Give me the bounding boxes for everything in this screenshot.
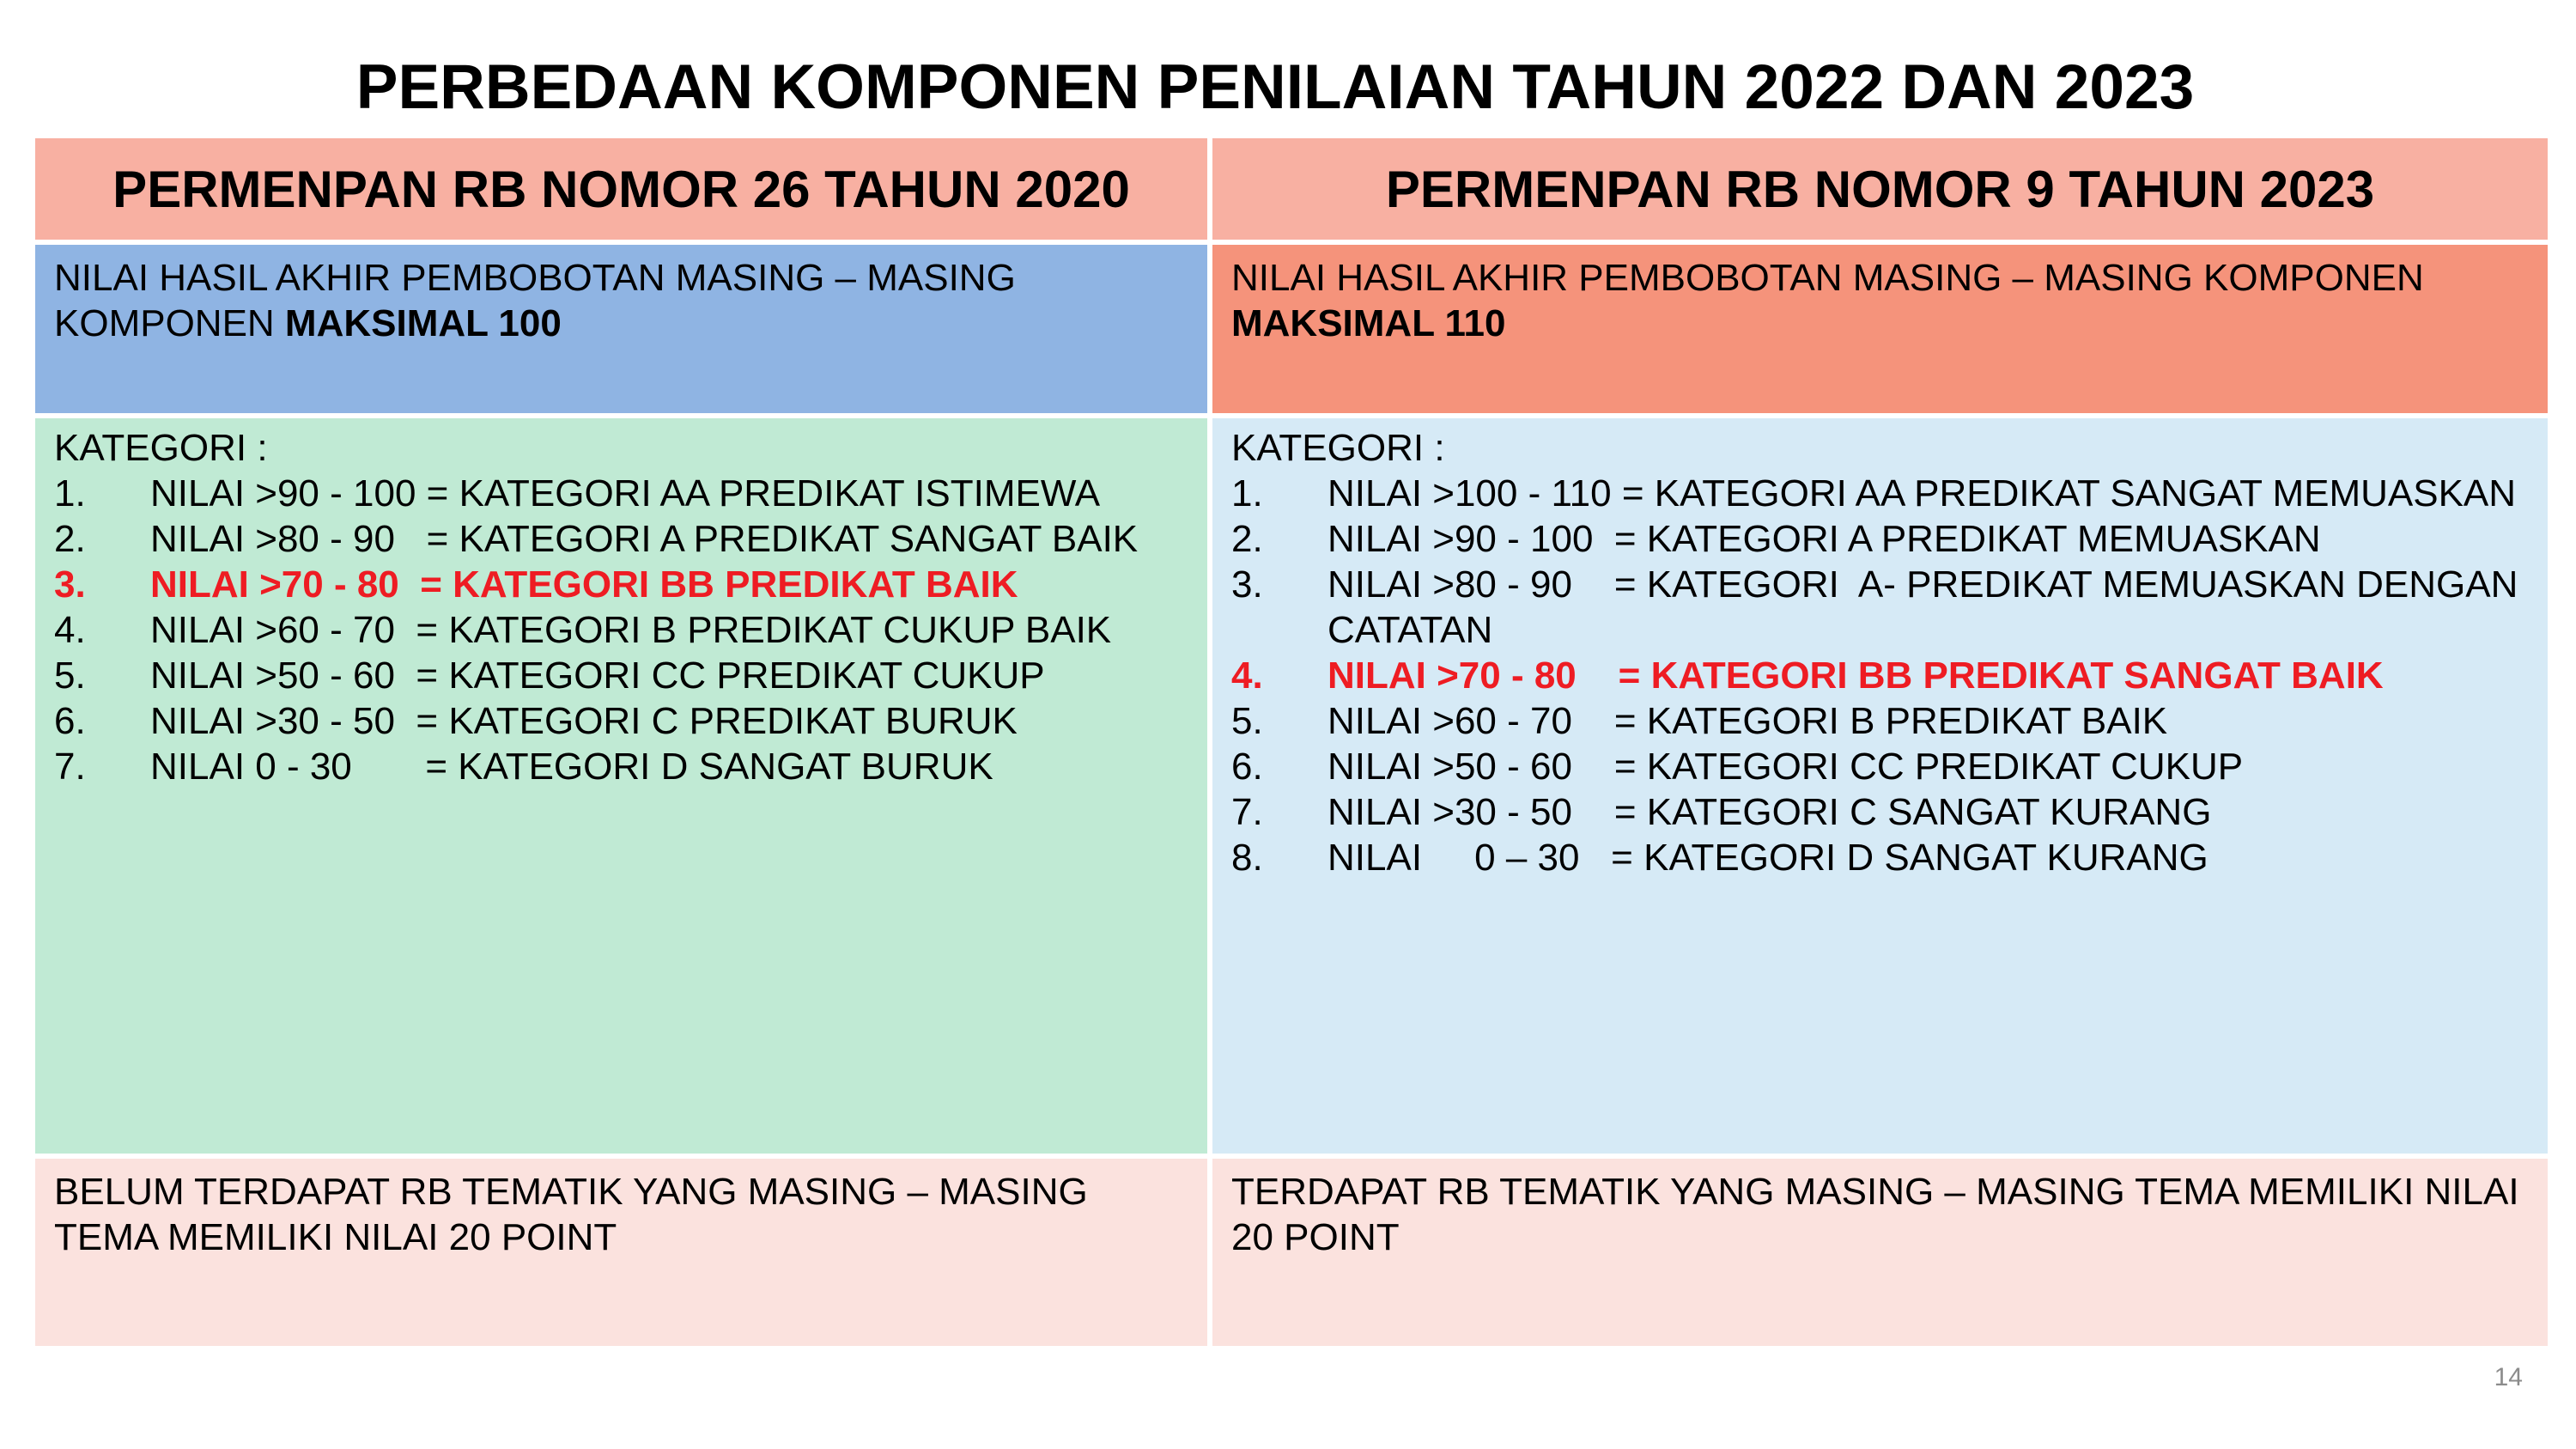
- highlighted-list-item: [54, 562, 1188, 607]
- right-weighting-max: MAKSIMAL 110: [1231, 302, 1506, 344]
- item-text: NILAI >70 - 80 = KATEGORI BB PREDIKAT BAIK: [150, 563, 1018, 606]
- list-item: [54, 471, 1188, 516]
- item-number: 2.: [54, 518, 86, 560]
- item-text: NILAI 0 – 30 = KATEGORI D SANGAT KURANG: [1327, 837, 2208, 879]
- item-text: NILAI >90 - 100 = KATEGORI AA PREDIKAT ISTIMEWA: [150, 472, 1101, 514]
- right-categories-cell: [1210, 416, 2550, 1156]
- item-text: NILAI >30 - 50 = KATEGORI C PREDIKAT BURUK: [150, 700, 1018, 742]
- item-number: 4.: [54, 609, 86, 651]
- left-weighting-cell: [33, 242, 1210, 416]
- item-number: 1.: [1231, 472, 1263, 514]
- left-category-list: [54, 471, 1188, 789]
- right-category-heading: KATEGORI :: [1231, 427, 1445, 469]
- item-number: 5.: [1231, 700, 1263, 742]
- left-weighting-max: MAKSIMAL 100: [284, 302, 562, 344]
- item-text: NILAI >50 - 60 = KATEGORI CC PREDIKAT CUKUP: [150, 654, 1045, 697]
- left-categories-cell: [33, 416, 1210, 1156]
- item-number: 5.: [54, 654, 86, 697]
- item-number: 1.: [54, 472, 86, 514]
- list-item: [1231, 789, 2529, 835]
- right-weighting-text: NILAI HASIL AKHIR PEMBOBOTAN MASING – MASING KOMPONEN: [1231, 257, 2424, 299]
- right-category-list: [1231, 471, 2529, 880]
- list-item: [54, 607, 1188, 653]
- list-item: [1231, 744, 2529, 789]
- left-weighting-text: NILAI HASIL AKHIR PEMBOBOTAN MASING – MASING KOMPONEN: [54, 257, 1016, 344]
- item-number: 8.: [1231, 837, 1263, 879]
- item-number: 4.: [1231, 654, 1263, 697]
- list-item: [1231, 562, 2529, 653]
- item-text: NILAI >100 - 110 = KATEGORI AA PREDIKAT SANGAT MEMUASKAN: [1327, 472, 2517, 514]
- item-text: NILAI >60 - 70 = KATEGORI B PREDIKAT BAIK: [1327, 700, 2168, 742]
- item-text: NILAI >80 - 90 = KATEGORI A PREDIKAT SANGAT BAIK: [150, 518, 1139, 560]
- item-number: 3.: [54, 563, 86, 606]
- list-item: [1231, 698, 2529, 744]
- page-number: 14: [2494, 1363, 2523, 1391]
- item-number: 2.: [1231, 518, 1263, 560]
- highlighted-list-item: [1231, 653, 2529, 698]
- list-item: [54, 744, 1188, 789]
- list-item: [54, 516, 1188, 562]
- item-text: NILAI >80 - 90 = KATEGORI A- PREDIKAT MEMUASKAN DENGAN CATATAN: [1327, 563, 2529, 651]
- list-item: [54, 653, 1188, 698]
- right-weighting-cell: [1210, 242, 2550, 416]
- item-text: NILAI 0 - 30 = KATEGORI D SANGAT BURUK: [150, 746, 993, 788]
- item-number: 6.: [1231, 746, 1263, 788]
- item-number: 7.: [1231, 791, 1263, 833]
- item-text: NILAI >90 - 100 = KATEGORI A PREDIKAT MEMUASKAN: [1327, 518, 2321, 560]
- item-number: 3.: [1231, 563, 1263, 606]
- left-category-heading: KATEGORI :: [54, 427, 268, 469]
- item-text: NILAI >50 - 60 = KATEGORI CC PREDIKAT CUKUP: [1327, 746, 2244, 788]
- right-column-header: PERMENPAN RB NOMOR 9 TAHUN 2023: [1210, 136, 2550, 242]
- slide-title: PERBEDAAN KOMPONEN PENILAIAN TAHUN 2022 DAN 2023: [355, 52, 2195, 122]
- list-item: [1231, 835, 2529, 880]
- left-tematik-cell: BELUM TERDAPAT RB TEMATIK YANG MASING – MASING TEMA MEMILIKI NILAI 20 POINT: [33, 1156, 1210, 1349]
- right-tematik-cell: TERDAPAT RB TEMATIK YANG MASING – MASING TEMA MEMILIKI NILAI 20 POINT: [1210, 1156, 2550, 1349]
- item-text: NILAI >60 - 70 = KATEGORI B PREDIKAT CUKUP BAIK: [150, 609, 1112, 651]
- item-text: NILAI >70 - 80 = KATEGORI BB PREDIKAT SANGAT BAIK: [1327, 654, 2384, 697]
- list-item: [1231, 471, 2529, 516]
- item-text: NILAI >30 - 50 = KATEGORI C SANGAT KURANG: [1327, 791, 2212, 833]
- comparison-table: [33, 136, 2550, 1349]
- item-number: 6.: [54, 700, 86, 742]
- left-column-header: PERMENPAN RB NOMOR 26 TAHUN 2020: [33, 136, 1210, 242]
- list-item: [1231, 516, 2529, 562]
- item-number: 7.: [54, 746, 86, 788]
- list-item: [54, 698, 1188, 744]
